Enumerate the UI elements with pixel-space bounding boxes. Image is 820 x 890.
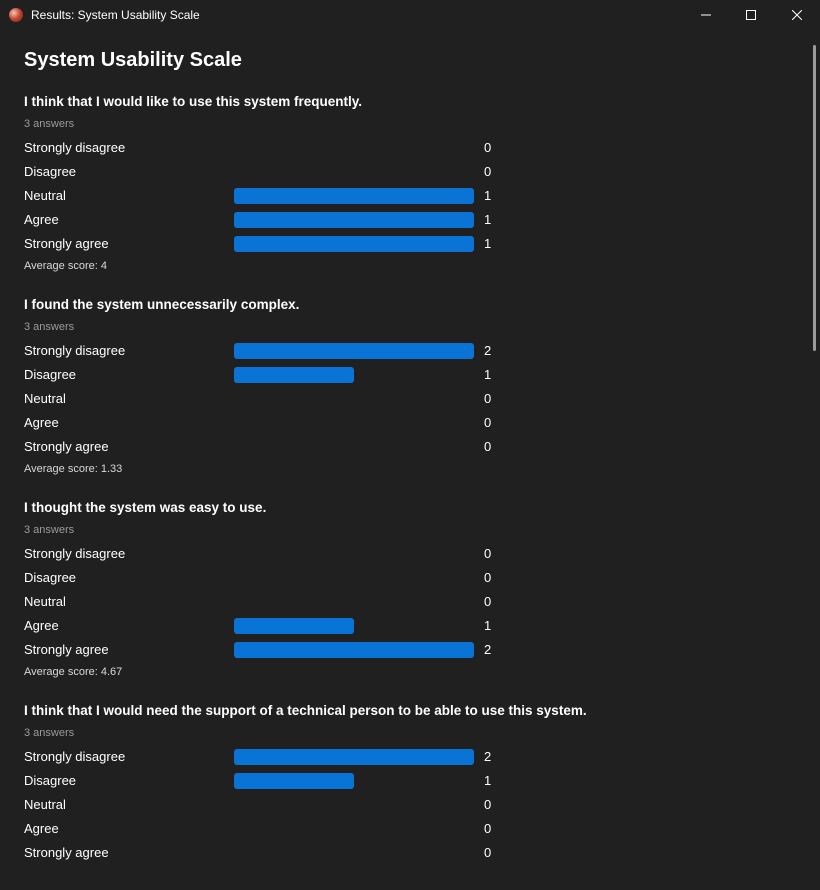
option-row — [0, 437, 810, 457]
question-block — [0, 500, 810, 700]
option-count: 0 — [484, 546, 492, 561]
close-button[interactable] — [774, 0, 820, 30]
option-label: Disagree — [24, 773, 77, 788]
option-label: Disagree — [24, 570, 77, 585]
results-panel — [0, 30, 820, 890]
bar-track — [234, 570, 474, 586]
option-row — [0, 843, 810, 863]
answer-count: 3 answers — [24, 321, 75, 333]
question-text: I think that I would like to use this system frequently. — [24, 94, 363, 109]
option-count: 1 — [484, 773, 492, 788]
option-label: Strongly disagree — [24, 140, 126, 155]
option-count: 0 — [484, 439, 492, 454]
option-count: 1 — [484, 236, 492, 251]
response-bar — [234, 773, 354, 789]
question-block — [0, 297, 810, 497]
bar-track — [234, 821, 474, 837]
question-block — [0, 703, 810, 890]
option-label: Strongly disagree — [24, 546, 126, 561]
scrollbar-thumb[interactable] — [813, 45, 816, 351]
option-label: Disagree — [24, 367, 77, 382]
bar-track — [234, 367, 474, 383]
option-label: Strongly disagree — [24, 343, 126, 358]
bar-track — [234, 845, 474, 861]
bar-track — [234, 618, 474, 634]
option-row — [0, 162, 810, 182]
option-label: Strongly agree — [24, 642, 109, 657]
option-row — [0, 640, 810, 660]
option-count: 2 — [484, 343, 492, 358]
bar-track — [234, 188, 474, 204]
option-label: Neutral — [24, 391, 66, 406]
option-count: 1 — [484, 618, 492, 633]
bar-track — [234, 236, 474, 252]
maximize-icon — [746, 10, 756, 20]
response-bar — [234, 367, 354, 383]
option-row — [0, 568, 810, 588]
minimize-button[interactable] — [683, 0, 729, 30]
option-label: Agree — [24, 618, 59, 633]
option-count: 0 — [484, 570, 492, 585]
close-icon — [792, 10, 802, 20]
response-bar — [234, 343, 474, 359]
option-count: 0 — [484, 845, 492, 860]
option-count: 2 — [484, 642, 492, 657]
minimize-icon — [701, 10, 711, 20]
bar-track — [234, 343, 474, 359]
title-bar — [0, 0, 820, 30]
question-block — [0, 94, 810, 294]
option-row — [0, 365, 810, 385]
option-row — [0, 747, 810, 767]
question-text: I think that I would need the support of a technical person to be able to use this system. — [24, 703, 587, 718]
option-row — [0, 138, 810, 158]
bar-track — [234, 546, 474, 562]
option-count: 0 — [484, 594, 492, 609]
option-row — [0, 771, 810, 791]
response-bar — [234, 642, 474, 658]
option-count: 0 — [484, 140, 492, 155]
option-row — [0, 592, 810, 612]
bar-track — [234, 439, 474, 455]
bar-track — [234, 642, 474, 658]
window-title: Results: System Usability Scale — [31, 8, 200, 22]
option-row — [0, 186, 810, 206]
option-label: Strongly disagree — [24, 749, 126, 764]
bar-track — [234, 140, 474, 156]
answer-count: 3 answers — [24, 524, 75, 536]
bar-track — [234, 797, 474, 813]
option-count: 0 — [484, 391, 492, 406]
option-count: 2 — [484, 749, 492, 764]
bar-track — [234, 749, 474, 765]
option-label: Strongly agree — [24, 845, 109, 860]
app-logo-icon — [9, 8, 23, 22]
option-label: Agree — [24, 212, 59, 227]
average-score: Average score: 1.33 — [24, 463, 123, 475]
option-row — [0, 795, 810, 815]
option-row — [0, 819, 810, 839]
bar-track — [234, 164, 474, 180]
bar-track — [234, 212, 474, 228]
option-label: Neutral — [24, 188, 66, 203]
option-label: Neutral — [24, 594, 66, 609]
question-text: I thought the system was easy to use. — [24, 500, 267, 515]
option-row — [0, 210, 810, 230]
option-count: 1 — [484, 212, 492, 227]
option-row — [0, 234, 810, 254]
response-bar — [234, 188, 474, 204]
response-bar — [234, 618, 354, 634]
option-count: 0 — [484, 821, 492, 836]
option-row — [0, 389, 810, 409]
option-row — [0, 544, 810, 564]
option-count: 0 — [484, 797, 492, 812]
option-label: Strongly agree — [24, 439, 109, 454]
bar-track — [234, 594, 474, 610]
option-count: 1 — [484, 367, 492, 382]
answer-count: 3 answers — [24, 118, 75, 130]
option-row — [0, 413, 810, 433]
option-count: 0 — [484, 164, 492, 179]
response-bar — [234, 236, 474, 252]
option-row — [0, 616, 810, 636]
maximize-button[interactable] — [728, 0, 774, 30]
answer-count: 3 answers — [24, 727, 75, 739]
option-label: Neutral — [24, 797, 66, 812]
option-count: 0 — [484, 415, 492, 430]
option-label: Agree — [24, 415, 59, 430]
option-row — [0, 341, 810, 361]
option-label: Disagree — [24, 164, 77, 179]
option-label: Strongly agree — [24, 236, 109, 251]
page-title: System Usability Scale — [24, 49, 242, 71]
average-score: Average score: 4 — [24, 260, 107, 272]
bar-track — [234, 391, 474, 407]
option-label: Agree — [24, 821, 59, 836]
bar-track — [234, 773, 474, 789]
response-bar — [234, 212, 474, 228]
question-text: I found the system unnecessarily complex. — [24, 297, 300, 312]
average-score: Average score: 4.67 — [24, 666, 123, 678]
option-count: 1 — [484, 188, 492, 203]
bar-track — [234, 415, 474, 431]
response-bar — [234, 749, 474, 765]
